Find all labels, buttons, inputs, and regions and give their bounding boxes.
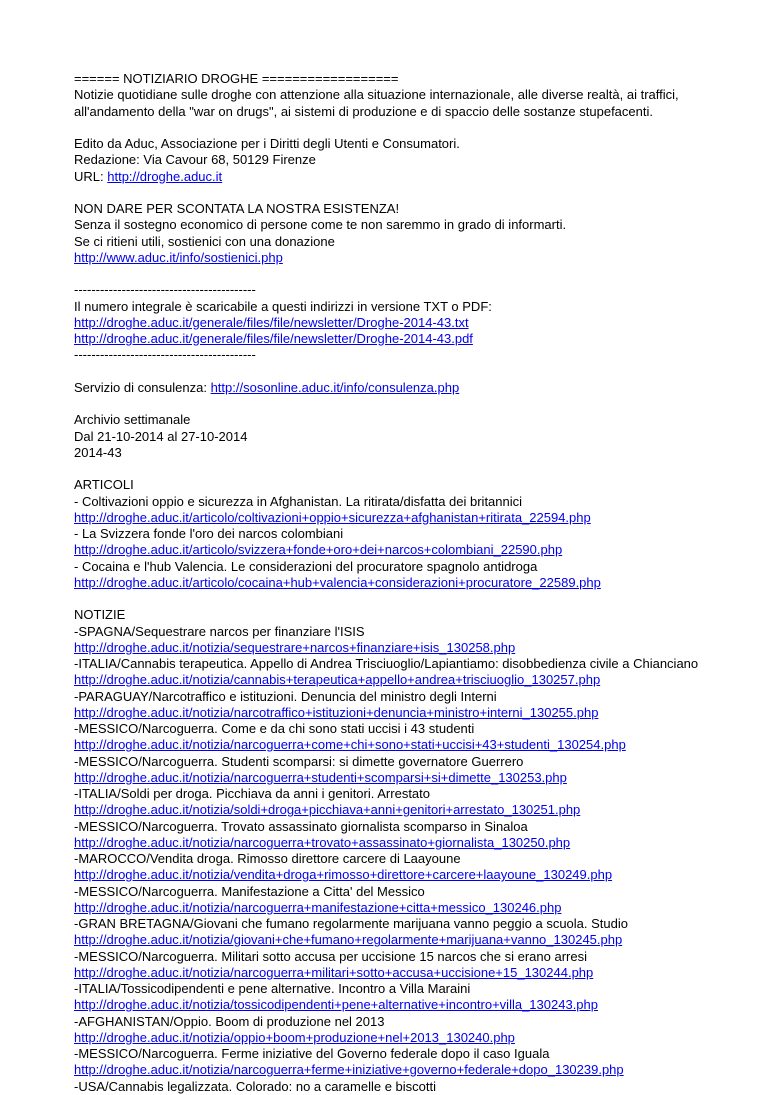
- news-link[interactable]: http://droghe.aduc.it/notizia/narcoguerra+manifestazione+citta+messico_130246.php: [74, 899, 562, 915]
- news-link[interactable]: http://droghe.aduc.it/notizia/cannabis+terapeutica+appello+andrea+trisciuoglio_130257.php: [74, 672, 601, 688]
- pdf-download-link[interactable]: http://droghe.aduc.it/generale/files/file/newsletter/Droghe-2014-43.pdf: [74, 331, 473, 346]
- news-title: -MESSICO/Narcoguerra. Studenti scomparsi: si dimette governatore Guerrero: [74, 753, 524, 769]
- news-title: -ITALIA/Tossicodipendenti e pene alternative. Incontro a Villa Maraini: [74, 981, 471, 996]
- news-title: -ITALIA/Cannabis terapeutica. Appello di Andrea Trisciuoglio/Lapiantiamo: disobbedienza civile a Chianciano: [74, 656, 699, 671]
- news-title: -ITALIA/Soldi per droga. Picchiava da anni i genitori. Arrestato: [74, 786, 431, 801]
- url-label: URL:: [74, 168, 108, 184]
- support-heading: NON DARE PER SCONTATA LA NOSTRA ESISTENZA!: [74, 201, 400, 216]
- news-title: -PARAGUAY/Narcotraffico e istituzioni. Denuncia del ministro degli Interni: [74, 688, 497, 704]
- download-text: Il numero integrale è scaricabile a questi indirizzi in versione TXT o PDF:: [74, 298, 492, 314]
- article-title: - La Svizzera fonde l'oro dei narcos colombiani: [74, 526, 344, 541]
- newsletter-title: ====== NOTIZIARIO DROGHE ==================: [74, 71, 399, 86]
- news-link[interactable]: http://droghe.aduc.it/notizia/narcoguerra+ferme+iniziative+governo+federale+dopo_130239.php: [74, 1062, 624, 1078]
- archive-range: Dal 21-10-2014 al 27-10-2014: [74, 428, 248, 444]
- site-link[interactable]: http://droghe.aduc.it: [107, 168, 223, 184]
- news-link[interactable]: http://droghe.aduc.it/notizia/sequestrare+narcos+finanziare+isis_130258.php: [74, 639, 516, 655]
- news-link[interactable]: http://droghe.aduc.it/notizia/narcotraffico+istituzioni+denuncia+ministro+interni_130255.php: [74, 704, 599, 720]
- article-title: - Coltivazioni oppio e sicurezza in Afghanistan. La ritirata/disfatta dei britannici: [74, 493, 523, 509]
- news-link[interactable]: http://droghe.aduc.it/notizia/narcoguerra+come+chi+sono+stati+uccisi+43+studenti_130254.php: [74, 737, 626, 753]
- article-title: - Cocaina e l'hub Valencia. Le considerazioni del procuratore spagnolo antidroga: [74, 558, 538, 574]
- articles-heading: ARTICOLI: [74, 477, 134, 493]
- archive-label: Archivio settimanale: [74, 412, 191, 428]
- news-title: -MESSICO/Narcoguerra. Come e da chi sono stati uccisi i 43 studenti: [74, 721, 475, 736]
- news-link[interactable]: http://droghe.aduc.it/notizia/narcoguerra+militari+sotto+accusa+uccisione+15_130244.php: [74, 964, 594, 980]
- news-title: -MESSICO/Narcoguerra. Ferme iniziative del Governo federale dopo il caso Iguala: [74, 1046, 550, 1061]
- news-link[interactable]: http://droghe.aduc.it/notizia/giovani+che+fumano+regolarmente+marijuana+vanno_130245.php: [74, 932, 623, 948]
- news-link[interactable]: http://droghe.aduc.it/notizia/soldi+droga+picchiava+anni+genitori+arrestato_130251.php: [74, 802, 581, 818]
- news-heading: NOTIZIE: [74, 607, 126, 623]
- news-link[interactable]: http://droghe.aduc.it/notizia/tossicodipendenti+pene+alternative+incontro+villa_130243.php: [74, 997, 598, 1013]
- news-link[interactable]: http://droghe.aduc.it/notizia/oppio+boom+produzione+nel+2013_130240.php: [74, 1029, 515, 1045]
- news-title: -MESSICO/Narcoguerra. Militari sotto accusa per uccisione 15 narcos che si erano arresi: [74, 948, 587, 964]
- support-text-1: Senza il sostegno economico di persone come te non saremmo in grado di informarti.: [74, 217, 567, 233]
- consulting-line: [74, 380, 754, 396]
- donation-link[interactable]: http://www.aduc.it/info/sostienici.php: [74, 249, 283, 265]
- article-link[interactable]: http://droghe.aduc.it/articolo/coltivazioni+oppio+sicurezza+afghanistan+ritirata_22594.php: [74, 509, 591, 525]
- txt-download-link[interactable]: http://droghe.aduc.it/generale/files/file/newsletter/Droghe-2014-43.txt: [74, 314, 469, 330]
- separator-top: ------------------------------------------: [74, 282, 256, 298]
- archive-issue: 2014-43: [74, 444, 122, 460]
- newsletter-document: [74, 71, 754, 1095]
- news-link[interactable]: http://droghe.aduc.it/notizia/vendita+droga+rimosso+direttore+carcere+laayoune_130249.php: [74, 867, 613, 883]
- separator-bottom: ------------------------------------------: [74, 347, 256, 363]
- news-link[interactable]: http://droghe.aduc.it/notizia/narcoguerra+studenti+scomparsi+si+dimette_130253.php: [74, 769, 567, 785]
- intro-text-line-2: all'andamento della "war on drugs", ai sistemi di produzione e di spaccio delle sostanze stupefacenti.: [74, 103, 653, 119]
- support-text-2: Se ci ritieni utili, sostienici con una donazione: [74, 233, 335, 249]
- news-title: -MAROCCO/Vendita droga. Rimosso direttore carcere di Laayoune: [74, 851, 461, 866]
- news-title: -MESSICO/Narcoguerra. Manifestazione a Citta' del Messico: [74, 883, 425, 899]
- news-title: -AFGHANISTAN/Oppio. Boom di produzione nel 2013: [74, 1013, 385, 1029]
- article-link[interactable]: http://droghe.aduc.it/articolo/svizzera+fonde+oro+dei+narcos+colombiani_22590.php: [74, 542, 563, 558]
- intro-text-line-1: Notizie quotidiane sulle droghe con attenzione alla situazione internazionale, alle diverse realtà, ai traffici,: [74, 87, 679, 103]
- news-title: -MESSICO/Narcoguerra. Trovato assassinato giornalista scomparso in Sinaloa: [74, 818, 528, 834]
- article-link[interactable]: http://droghe.aduc.it/articolo/cocaina+hub+valencia+considerazioni+procuratore_22589.php: [74, 574, 601, 590]
- url-line: [74, 169, 754, 185]
- publisher-line: Edito da Aduc, Associazione per i Diritti degli Utenti e Consumatori.: [74, 136, 460, 151]
- news-title: -GRAN BRETAGNA/Giovani che fumano regolarmente marijuana vanno peggio a scuola. Studio: [74, 916, 628, 931]
- news-title: -USA/Cannabis legalizzata. Colorado: no a caramelle e biscotti: [74, 1078, 437, 1094]
- consulting-link[interactable]: http://sosonline.aduc.it/info/consulenza.php: [210, 379, 460, 395]
- consulting-label: Servizio di consulenza:: [74, 379, 211, 395]
- news-title: -SPAGNA/Sequestrare narcos per finanziare l'ISIS: [74, 623, 365, 639]
- news-link[interactable]: http://droghe.aduc.it/notizia/narcoguerra+trovato+assassinato+giornalista_130250.php: [74, 834, 571, 850]
- address-line: Redazione: Via Cavour 68, 50129 Firenze: [74, 152, 316, 168]
